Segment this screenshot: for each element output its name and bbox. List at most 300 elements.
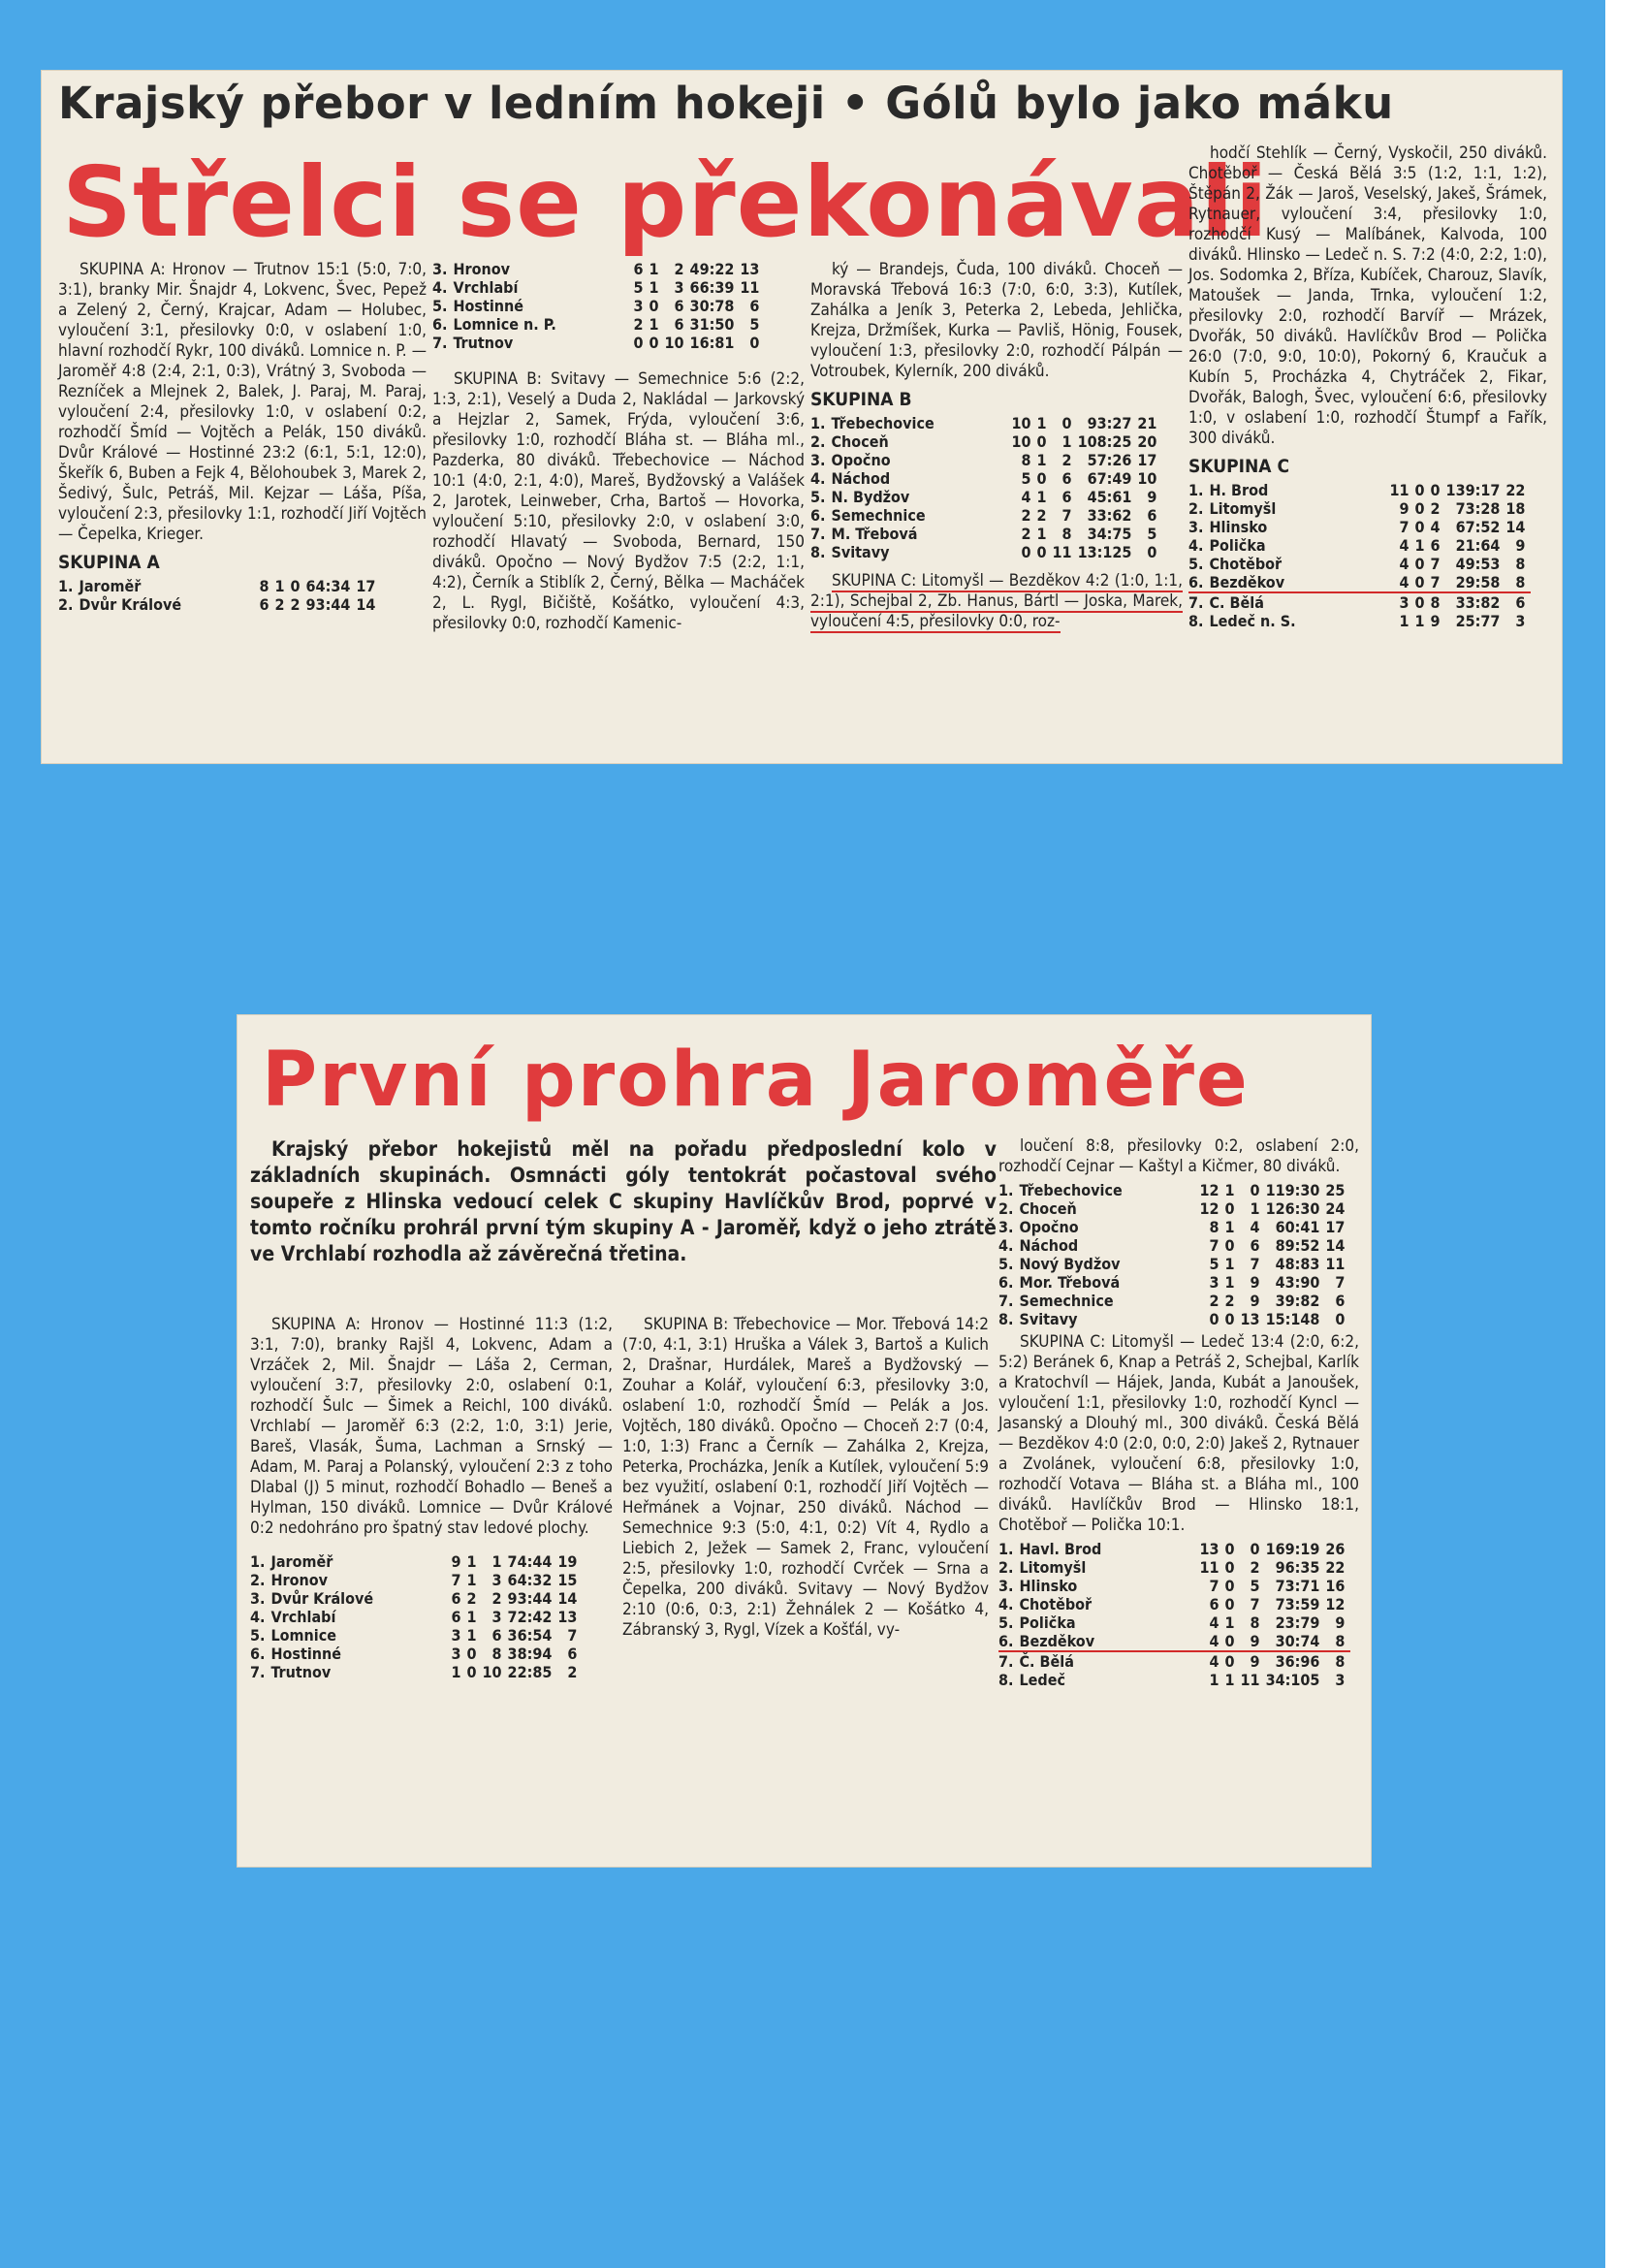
standings-score: 67:49: [1087, 469, 1132, 488]
standings-d: 1: [466, 1571, 477, 1589]
standings-d: 0: [1414, 499, 1425, 518]
standings-team: Hostinné: [270, 1645, 342, 1663]
standings-row: [250, 1663, 583, 1681]
standings-w: 10: [1011, 432, 1031, 451]
report-group-a: SKUPINA A: Hronov — Trutnov 15:1 (5:0, 7:0, 3:1), branky Mir. Šnajdr 4, Lokvenc, Švec, Pepež a Zelený 2, Černý, Krajcar, Adam — Holubec, vyloučení 3:1, přesilovky 0:0, v oslabení 1:0, hlavní rozhodčí Rykr, 100 diváků. Lomnice n. P. — Jaroměř 4:8 (2:4, 2:1, 0:3), Vrátný 3, Svoboda — Rezníček a Mlejnek 2, Balek, J. Paraj, M. Paraj, vyloučení 2:4, přesilovky 1:0, v oslabení 0:2, rozhodčí Šmíd — Vojtěch a Pelák, 150 diváků. Dvůr Králové — Hostinné 23:2 (6:1, 5:1, 12:0), Škeřík 6, Buben a Fejk 4, Bělohoubek 3, Marek 2, Šedivý, Šulc, Petráš, Mil. Kejzar — Láša, Píša, vyloučení 2:3, přesilovky 1:1, rozhodčí Jiří Vojtěch — Čepelka, Krieger.: [58, 260, 427, 544]
standings-pos: 2.: [998, 1558, 1014, 1577]
standings-d: 1: [1414, 536, 1425, 555]
standings-a-title: SKUPINA A: [58, 552, 160, 573]
standings-w: 5: [1209, 1255, 1219, 1273]
standings-team: Náchod: [1019, 1236, 1079, 1255]
standings-team: Choceň: [1019, 1199, 1077, 1218]
standings-d: 0: [1036, 432, 1047, 451]
standings-pos: 6.: [432, 315, 448, 334]
standings-pos: 6.: [1188, 573, 1209, 592]
standings-pos: 6.: [998, 1273, 1014, 1292]
standings-row: [1188, 555, 1531, 573]
standings-pos: 8.: [810, 543, 826, 561]
standings-score: 36:54: [507, 1626, 553, 1645]
standings-team: Nový Bydžov: [1019, 1255, 1121, 1273]
standings-w: 7: [1209, 1236, 1219, 1255]
standings-pos: 3.: [432, 260, 448, 278]
standings-score: 30:78: [689, 297, 735, 315]
standings-l: 1: [491, 1552, 502, 1571]
standings-d: 1: [1036, 414, 1047, 432]
standings-w: 2: [633, 315, 644, 334]
standings-w: 2: [1209, 1292, 1219, 1310]
standings-d: 1: [649, 315, 659, 334]
standings-d: 1: [1036, 451, 1047, 469]
standings-w: 4: [1209, 1652, 1219, 1671]
standings-pos: 2.: [1188, 499, 1204, 518]
standings-pts: 18: [1505, 499, 1526, 518]
standings-row: [998, 1540, 1350, 1558]
standings-pts: 6: [567, 1645, 578, 1663]
standings-row: [250, 1589, 583, 1608]
second-headline: První prohra Jaroměře: [262, 1037, 1250, 1124]
standings-l: 0: [290, 577, 301, 595]
standings-pos: 3.: [998, 1577, 1014, 1595]
standings-l: 2: [1250, 1558, 1260, 1577]
standings-w: 4: [1199, 1632, 1224, 1651]
standings-d: 1: [1036, 525, 1047, 543]
standings-row: [998, 1613, 1350, 1632]
standings-d: 0: [1224, 1652, 1235, 1671]
standings-l: 1: [1061, 432, 1072, 451]
standings-w: 3: [451, 1645, 461, 1663]
standings2-b-table: [998, 1181, 1350, 1328]
standings-d: 0: [466, 1645, 477, 1663]
standings-w: 13: [1199, 1540, 1219, 1558]
standings-score: 36:96: [1275, 1652, 1320, 1671]
standings-row: [432, 334, 765, 352]
standings-pts: 14: [557, 1589, 578, 1608]
standings-w: 6: [633, 260, 644, 278]
standings-l: 6: [491, 1626, 502, 1645]
standings-l: 8: [491, 1645, 502, 1663]
standings-l: 11: [1052, 543, 1072, 561]
standings-w: 5: [1021, 469, 1031, 488]
standings-d: 1: [1224, 1671, 1235, 1689]
standings-pos: 7.: [432, 334, 448, 352]
standings-w: 3: [1209, 1273, 1219, 1292]
standings-row: [250, 1645, 583, 1663]
standings-w: 4: [1399, 555, 1409, 573]
standings-l: 8: [1250, 1613, 1260, 1632]
standings-w: 4: [1021, 488, 1031, 506]
standings-w: 12: [1199, 1181, 1219, 1199]
standings-row: [998, 1218, 1350, 1236]
standings-w: 1: [451, 1663, 461, 1681]
standings-score: 126:30: [1265, 1199, 1320, 1218]
standings-pos: 4.: [250, 1608, 266, 1626]
standings-pos: 8.: [998, 1310, 1014, 1328]
standings-pos: 8.: [1188, 612, 1204, 630]
standings-team: Semechnice: [831, 506, 926, 525]
standings-l: 13: [1240, 1310, 1260, 1328]
standings-pts: 14: [356, 595, 376, 614]
standings-pos: 6.: [250, 1645, 266, 1663]
standings-d: 0: [1036, 469, 1047, 488]
standings-w: 4: [1389, 573, 1414, 592]
standings-score: 33:62: [1087, 506, 1132, 525]
standings-row: [998, 1292, 1350, 1310]
standings-d: 0: [1036, 543, 1047, 561]
standings-d: 0: [649, 297, 659, 315]
report2-group-c: SKUPINA C: Litomyšl — Ledeč 13:4 (2:0, 6:2, 5:2) Beránek 6, Knap a Petráš 2, Schejbal, Karlík a Kratochvíl — Hájek, Janda, Kubát a Janoušek, vyloučení 1:1, přesilovky 1:0, rozhodčí Kyncl — Jasanský a Dlouhý ml., 300 diváků. Česká Bělá — Bezděkov 4:0 (2:0, 0:0, 2:0) Jakeš 2, Rytnauer a Zvolánek, vyloučení 6:8, přesilovky 1:0, rozhodčí Votava — Bláha st. a Bláha ml., 100 diváků. Havlíčkův Brod — Hlinsko 18:1, Chotěboř — Polička 10:1.: [998, 1332, 1359, 1535]
standings-l: 9: [1250, 1652, 1260, 1671]
standings-w: 7: [1209, 1577, 1219, 1595]
standings-score: 25:77: [1455, 612, 1501, 630]
standings-row: [1188, 481, 1531, 499]
standings-pos: 1.: [998, 1181, 1014, 1199]
standings-pts: 6: [1147, 506, 1157, 525]
standings-pts: 6: [1515, 593, 1526, 612]
standings-pts: 0: [1147, 543, 1157, 561]
standings-w: 3: [451, 1626, 461, 1645]
standings-team: Havl. Brod: [1019, 1540, 1102, 1558]
standings-w: 0: [1209, 1310, 1219, 1328]
standings-l: 7: [1061, 506, 1072, 525]
standings-pts: 10: [1137, 469, 1157, 488]
article1-column-2: [432, 260, 805, 638]
kicker-headline: Krajský přebor v ledním hokeji • Gólů bylo jako máku: [58, 78, 1394, 129]
standings-pts: 3: [1335, 1671, 1346, 1689]
standings-pos: 5.: [810, 488, 826, 506]
report2-group-b-continued: loučení 8:8, přesilovky 0:2, oslabení 2:0, rozhodčí Cejnar — Kaštyl a Kičmer, 80 diváků.: [998, 1136, 1359, 1176]
standings-pts: 3: [1515, 612, 1526, 630]
standings-row: [432, 315, 765, 334]
standings-l: 3: [491, 1608, 502, 1626]
standings-pos: 1.: [998, 1540, 1014, 1558]
standings-row: [1188, 573, 1531, 592]
standings-w: 8: [1021, 451, 1031, 469]
standings-w: 11: [1199, 1558, 1219, 1577]
standings-d: 1: [1224, 1218, 1235, 1236]
standings-l: 3: [674, 278, 684, 297]
standings-row: [998, 1199, 1350, 1218]
standings-d: 0: [1224, 1310, 1235, 1328]
standings-team: Jaroměř: [79, 577, 142, 595]
standings-pts: 17: [1137, 451, 1157, 469]
standings-pos: 3.: [1188, 518, 1204, 536]
standings-l: 11: [1240, 1671, 1260, 1689]
standings-score: 73:71: [1275, 1577, 1320, 1595]
standings-score: 139:17: [1445, 481, 1501, 499]
standings-pos: 2.: [250, 1571, 266, 1589]
standings-row: [998, 1558, 1350, 1577]
standings-pts: 21: [1137, 414, 1157, 432]
standings-d: 2: [1036, 506, 1047, 525]
standings-team: Mor. Třebová: [1019, 1273, 1121, 1292]
standings-pts: 16: [1325, 1577, 1346, 1595]
standings-pts: 8: [1335, 1652, 1346, 1671]
standings-d: 0: [1414, 555, 1425, 573]
standings-score: 29:58: [1446, 573, 1506, 592]
standings-score: 22:85: [507, 1663, 553, 1681]
standings-w: 4: [1209, 1613, 1219, 1632]
standings-pos: 5.: [998, 1255, 1014, 1273]
standings-d: 2: [1224, 1292, 1235, 1310]
standings-score: 48:83: [1275, 1255, 1320, 1273]
report-group-c-continued: hodčí Stehlík — Černý, Vyskočil, 250 diváků. Chotěboř — Česká Bělá 3:5 (1:2, 1:1, 1:2), Štěpán 2, Žák — Jaroš, Veselský, Jakeš, Šrámek, Rytnauer, vyloučení 3:4, přesilovky 1:0, rozhodčí Kusý — Malíbánek, Kalvoda, 100 diváků. Hlinsko — Ledeč n. S. 7:2 (4:0, 2:2, 1:0), Jos. Sodomka 2, Bříza, Kubíček, Charouz, Slavík, Matoušek — Janda, Trnka, vyloučení 1:2, přesilovky 2:0, rozhodčí Barvíř — Mrázek, Dvořák, 50 diváků. Havlíčkův Brod — Polička 26:0 (7:0, 9:0, 10:0), Pokorný 6, Kraučuk a Kubín 5, Procházka 4, Chytráček 2, Fikar, Dvořák, Balogh, Švec, vyloučení 6:6, přesilovky 1:0, v oslabení 1:0, rozhodčí Štumpf a Fařík, 300 diváků.: [1188, 144, 1547, 448]
standings-pos: 4.: [810, 469, 826, 488]
standings-pts: 5: [749, 315, 760, 334]
standings-l: 2: [491, 1589, 502, 1608]
standings-pts: 8: [1515, 555, 1526, 573]
standings-pos: 4.: [998, 1236, 1014, 1255]
standings-w: 11: [1389, 481, 1409, 499]
standings-l: 5: [1250, 1577, 1260, 1595]
standings-pts: 9: [1335, 1613, 1346, 1632]
standings-row: [1188, 518, 1531, 536]
standings-d: 1: [466, 1626, 477, 1645]
standings-team: Litomyšl: [1209, 499, 1277, 518]
standings-team: Opočno: [831, 451, 891, 469]
standings-l: 9: [1241, 1632, 1266, 1651]
standings-pts: 0: [749, 334, 760, 352]
standings-pts: 8: [1325, 1632, 1350, 1651]
standings-pts: 6: [1335, 1292, 1346, 1310]
standings-score: 96:35: [1275, 1558, 1320, 1577]
standings-team: N. Bydžov: [831, 488, 910, 506]
standings-pts: 2: [567, 1663, 578, 1681]
standings-w: 5: [633, 278, 644, 297]
standings-l: 10: [482, 1663, 502, 1681]
standings-row: [250, 1571, 583, 1589]
standings-score: 21:64: [1455, 536, 1501, 555]
article2-lead: [250, 1136, 997, 1271]
standings-l: 10: [664, 334, 684, 352]
standings-row: [432, 278, 765, 297]
standings-l: 0: [1250, 1181, 1260, 1199]
standings-score: 60:41: [1275, 1218, 1320, 1236]
standings-d: 0: [1224, 1540, 1235, 1558]
standings-pts: 17: [356, 577, 376, 595]
standings-l: 0: [1250, 1540, 1260, 1558]
standings-row: [998, 1651, 1350, 1671]
standings-row: [1188, 612, 1531, 630]
standings-a-table-part1: [58, 577, 381, 614]
standings-pos: 4.: [432, 278, 448, 297]
standings-d: 1: [466, 1552, 477, 1571]
standings-row: [1188, 592, 1531, 612]
standings-pos: 7.: [1188, 593, 1204, 612]
article1-column-3: [810, 260, 1183, 636]
standings-team: Vrchlabí: [270, 1608, 336, 1626]
standings-team: M. Třebová: [831, 525, 918, 543]
standings-l: 9: [1430, 612, 1441, 630]
standings-score: 73:28: [1455, 499, 1501, 518]
standings-row: [998, 1595, 1350, 1613]
standings-d: 0: [1224, 1595, 1235, 1613]
main-headline: Střelci se překonávali: [62, 145, 1269, 259]
standings-d: 1: [1224, 1613, 1235, 1632]
standings-d: 2: [274, 595, 285, 614]
standings-w: 2: [1021, 506, 1031, 525]
standings-l: 7: [1431, 573, 1446, 592]
standings-row: [998, 1577, 1350, 1595]
standings-pts: 8: [1505, 573, 1531, 592]
standings-w: 1: [1209, 1671, 1219, 1689]
standings-d: 1: [649, 260, 659, 278]
standings-score: 169:19: [1265, 1540, 1320, 1558]
standings-d: 0: [1415, 573, 1431, 592]
standings-d: 1: [1036, 488, 1047, 506]
standings-w: 6: [451, 1589, 461, 1608]
standings-team: Ledeč: [1019, 1671, 1066, 1689]
standings-b-title: SKUPINA B: [810, 389, 912, 410]
standings-score: 93:44: [305, 595, 351, 614]
standings-pts: 13: [740, 260, 760, 278]
standings-team: Trutnov: [270, 1663, 332, 1681]
standings-row: [998, 1255, 1350, 1273]
standings-d: 0: [1414, 518, 1425, 536]
standings-team: Dvůr Králové: [270, 1589, 374, 1608]
report-group-b: SKUPINA B: Svitavy — Semechnice 5:6 (2:2, 1:3, 2:1), Veselý a Duda 2, Nakládal — Jarkovský a Hejzlar 2, Samek, Frýda, vyloučení 3:6, přesilovky 1:0, rozhodčí Bláha st. — Bláha ml., Pazderka, 80 diváků. Třebechovice — Náchod 10:1 (4:0, 2:1, 4:0), Mareš, Bydžovský a Valášek 2, Jarotek, Leinweber, Crha, Bartoš — Hovorka, vyloučení 5:10, přesilovky 2:0, v oslabení 3:0, rozhodčí Hlavatý — Svoboda, Bernard, 150 diváků. Opočno — Nový Bydžov 7:5 (2:2, 1:1, 4:2), Černík a Stiblík 2, Černý, Bělka — Macháček 2, L. Rygl, Bičiště, Košátko, vyloučení 4:3, přesilovky 0:0, rozhodčí Kamenic-: [432, 369, 805, 633]
standings-team: Č. Bělá: [1019, 1652, 1074, 1671]
standings-score: 34:105: [1265, 1671, 1320, 1689]
standings-pts: 0: [1335, 1310, 1346, 1328]
standings-d: 0: [1224, 1558, 1235, 1577]
standings-pts: 24: [1325, 1199, 1346, 1218]
standings-d: 0: [1224, 1236, 1235, 1255]
standings-l: 0: [1061, 414, 1072, 432]
standings-pts: 12: [1325, 1595, 1346, 1613]
standings-pts: 20: [1137, 432, 1157, 451]
standings-row: [1188, 536, 1531, 555]
standings-pos: 4.: [998, 1595, 1014, 1613]
standings-pts: 14: [1505, 518, 1526, 536]
standings-w: 3: [633, 297, 644, 315]
standings-score: 49:53: [1455, 555, 1501, 573]
standings-team: H. Brod: [1209, 481, 1269, 499]
standings-l: 6: [1061, 488, 1072, 506]
standings-pts: 11: [1325, 1255, 1346, 1273]
standings-team: Litomyšl: [1019, 1558, 1087, 1577]
standings-row: [810, 525, 1162, 543]
standings-score: 31:50: [689, 315, 735, 334]
standings-l: 2: [1061, 451, 1072, 469]
standings-pts: 19: [557, 1552, 578, 1571]
standings-team: Polička: [1019, 1613, 1076, 1632]
lead-paragraph: Krajský přebor hokejistů měl na pořadu předposlední kolo v základních skupinách. Osmnácti góly tentokrát počastoval svého soupeře z Hlinska vedoucí celek C skupiny Havlíčkův Brod, poprvé v tomto ročníku prohrál první tým skupiny A - Jaroměř, když o jeho ztrátě ve Vrchlabí rozhodla až závěrečná třetina.: [250, 1137, 997, 1265]
standings-w: 12: [1199, 1199, 1219, 1218]
standings-w: 6: [1209, 1595, 1219, 1613]
standings-l: 2: [674, 260, 684, 278]
standings-pos: 4.: [1188, 536, 1204, 555]
standings-l: 6: [1061, 469, 1072, 488]
standings-w: 1: [1399, 612, 1409, 630]
standings-row: [432, 297, 765, 315]
standings-pos: 7.: [250, 1663, 266, 1681]
standings-pos: 5.: [250, 1626, 266, 1645]
standings-l: 4: [1430, 518, 1441, 536]
standings-a-table-part2: [432, 260, 765, 352]
standings-d: 0: [1224, 1199, 1235, 1218]
standings-pts: 17: [1325, 1218, 1346, 1236]
standings-row: [810, 488, 1162, 506]
standings-score: 39:82: [1275, 1292, 1320, 1310]
standings-team: Chotěboř: [1209, 555, 1283, 573]
standings-score: 33:82: [1455, 593, 1501, 612]
standings-score: 49:22: [689, 260, 735, 278]
standings-pos: 6.: [998, 1632, 1019, 1651]
standings-d: 1: [649, 278, 659, 297]
standings-team: Lomnice: [270, 1626, 337, 1645]
standings-team: Hronov: [453, 260, 511, 278]
standings-pts: 9: [1515, 536, 1526, 555]
standings-team: Svitavy: [831, 543, 890, 561]
standings-pts: 5: [1147, 525, 1157, 543]
standings-team: Semechnice: [1019, 1292, 1114, 1310]
standings-pts: 22: [1325, 1558, 1346, 1577]
standings-c-table: [1188, 481, 1531, 630]
standings-row: [250, 1626, 583, 1645]
standings-w: 10: [1011, 414, 1031, 432]
standings-w: 0: [1021, 543, 1031, 561]
standings-row: [998, 1273, 1350, 1292]
standings-score: 119:30: [1265, 1181, 1320, 1199]
standings-d: 0: [1224, 1577, 1235, 1595]
standings-pos: 1.: [810, 414, 826, 432]
standings-team: Hronov: [270, 1571, 329, 1589]
standings-pos: 8.: [998, 1671, 1014, 1689]
standings-pts: 7: [1335, 1273, 1346, 1292]
standings-pts: 11: [740, 278, 760, 297]
standings-row: [810, 414, 1162, 432]
standings-team: Trutnov: [453, 334, 514, 352]
standings-row: [810, 432, 1162, 451]
standings-w: 7: [1399, 518, 1409, 536]
standings-l: 8: [1061, 525, 1072, 543]
standings2-a-table: [250, 1552, 583, 1681]
standings-pos: 3.: [998, 1218, 1014, 1236]
standings-score: 89:52: [1275, 1236, 1320, 1255]
standings-score: 57:26: [1087, 451, 1132, 469]
standings-pts: 25: [1325, 1181, 1346, 1199]
standings-score: 16:81: [689, 334, 735, 352]
standings-team: Bezděkov: [1209, 573, 1389, 592]
standings-team: Jaroměř: [270, 1552, 333, 1571]
standings-score: 93:44: [507, 1589, 553, 1608]
standings-pos: 2.: [58, 595, 74, 614]
standings-d: 0: [466, 1663, 477, 1681]
standings-score: 23:79: [1275, 1613, 1320, 1632]
standings-score: 93:27: [1087, 414, 1132, 432]
standings-row: [250, 1552, 583, 1571]
report-group-b-continued: ký — Brandejs, Čuda, 100 diváků. Choceň — Moravská Třebová 16:3 (7:0, 6:0, 3:3), Kutílek, Zahálka a Jeník 3, Peterka 2, Lebeda, Jehlička, Krejza, Držmíšek, Kurka — Pavliš, Hönig, Fousek, vyloučení 1:3, přesilovky 2:0, rozhodčí Pálpán — Votroubek, Kylerník, 200 diváků.: [810, 260, 1183, 381]
standings-l: 6: [1430, 536, 1441, 555]
standings-team: Hlinsko: [1019, 1577, 1078, 1595]
standings-l: 6: [674, 297, 684, 315]
standings-pos: 1.: [1188, 481, 1204, 499]
standings-pts: 7: [567, 1626, 578, 1645]
standings-l: 6: [1250, 1236, 1260, 1255]
standings-d: 1: [466, 1608, 477, 1626]
standings-d: 0: [649, 334, 659, 352]
standings-pos: 6.: [810, 506, 826, 525]
standings-l: 7: [1250, 1595, 1260, 1613]
article1-column-1: [58, 260, 427, 614]
standings-l: 7: [1250, 1255, 1260, 1273]
standings-pos: 2.: [998, 1199, 1014, 1218]
newspaper-clipping-top: [41, 70, 1563, 764]
standings-team: Hostinné: [453, 297, 524, 315]
standings-c-title: SKUPINA C: [1188, 456, 1290, 477]
standings-pts: 26: [1325, 1540, 1346, 1558]
standings-pos: 1.: [58, 577, 74, 595]
